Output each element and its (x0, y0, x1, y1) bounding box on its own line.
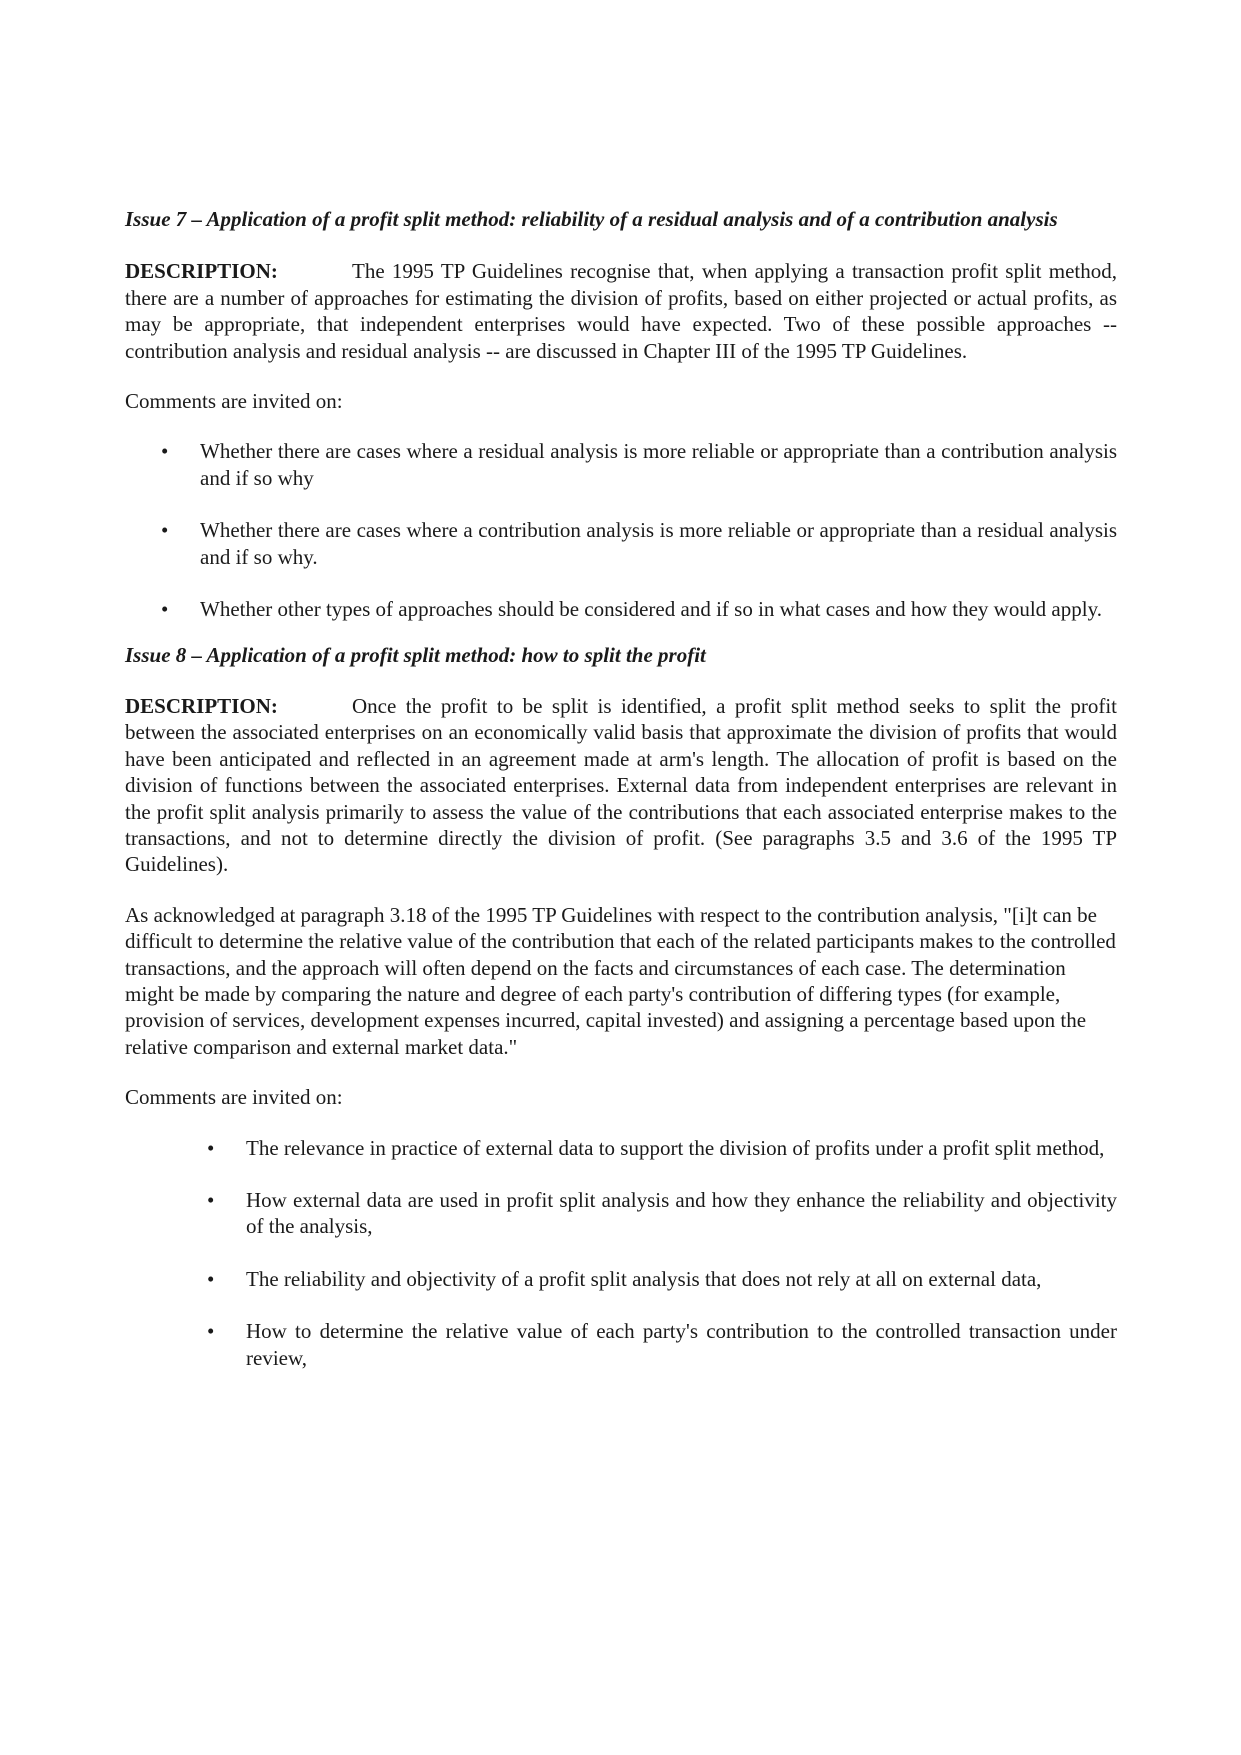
bullet-text: The reliability and objectivity of a profit split analysis that does not rely at all on external data, (246, 1266, 1042, 1291)
document-page (125, 206, 1117, 1371)
bullet-icon: • (207, 1135, 215, 1160)
list-item (125, 1135, 1117, 1161)
list-item (125, 596, 1117, 622)
list-item (125, 517, 1117, 570)
bullet-text: How to determine the relative value of each party's contribution to the controlled transaction under review, (246, 1319, 1117, 1370)
bullet-text: The relevance in practice of external data to support the division of profits under a profit split method, (246, 1135, 1105, 1160)
bullet-icon: • (161, 518, 169, 543)
issue-7-heading: Issue 7 – Application of a profit split method: reliability of a residual analysis and of a contribution analysis (125, 207, 1058, 231)
issue-8-bullet-list (125, 1135, 1117, 1371)
issue-8-comments-intro: Comments are invited on: (125, 1085, 343, 1110)
bullet-text: Whether other types of approaches should be considered and if so in what cases and how they would apply. (200, 597, 1102, 622)
issue-7-comments-intro: Comments are invited on: (125, 389, 343, 414)
issue-7-description (125, 258, 1117, 364)
issue-8-description (125, 693, 1117, 878)
bullet-icon: • (207, 1187, 215, 1212)
issue-8-description-text: Once the profit to be split is identified, a profit split method seeks to split the profit between the associated enterprises on an economically valid basis that approximate the division of profits that would have been anticipated and reflected in an agreement made at arm's length. The allocation of profit is based on the division of functions between the associated enterprises. External data from independent enterprises are relevant in the profit split analysis primarily to assess the value of the contributions that each associated enterprise makes to the transactions, and not to determine directly the division of profit. (See paragraphs 3.5 and 3.6 of the 1995 TP Guidelines). (125, 693, 1117, 877)
list-item (125, 438, 1117, 491)
issue-8-quote-paragraph: As acknowledged at paragraph 3.18 of the 1995 TP Guidelines with respect to the contribution analysis, "[i]t can be difficult to determine the relative value of the contribution that each of the related participants makes to the controlled transactions, and the approach will often depend on the facts and circumstances of each case. The determination might be made by comparing the nature and degree of each party's contribution of differing types (for example, provision of services, development expenses incurred, capital invested) and assigning a percentage based upon the relative comparison and external market data." (125, 902, 1116, 1059)
list-item (125, 1187, 1117, 1240)
bullet-icon: • (207, 1266, 215, 1291)
description-label: DESCRIPTION: (125, 259, 278, 284)
issue-7-description-text: The 1995 TP Guidelines recognise that, when applying a transaction profit split method, there are a number of approaches for estimating the division of profits, based on either projected or actual profits, as may be appropriate, that independent enterprises would have expected. Two of these possible approaches -- contribution analysis and residual analysis -- are discussed in Chapter III of the 1995 TP Guidelines. (125, 259, 1117, 363)
bullet-icon: • (207, 1319, 215, 1344)
list-item (125, 1318, 1117, 1371)
description-label: DESCRIPTION: (125, 693, 278, 718)
issue-7-bullet-list (125, 438, 1117, 622)
issue-8-heading: Issue 8 – Application of a profit split method: how to split the profit (125, 643, 706, 668)
bullet-icon: • (161, 597, 169, 622)
bullet-icon: • (161, 439, 169, 464)
bullet-text: Whether there are cases where a residual analysis is more reliable or appropriate than a contribution analysis and if so why (200, 439, 1117, 490)
bullet-text: How external data are used in profit split analysis and how they enhance the reliability and objectivity of the analysis, (246, 1187, 1117, 1239)
list-item (125, 1266, 1117, 1292)
bullet-text: Whether there are cases where a contribution analysis is more reliable or appropriate than a residual analysis and if so why. (200, 518, 1117, 569)
